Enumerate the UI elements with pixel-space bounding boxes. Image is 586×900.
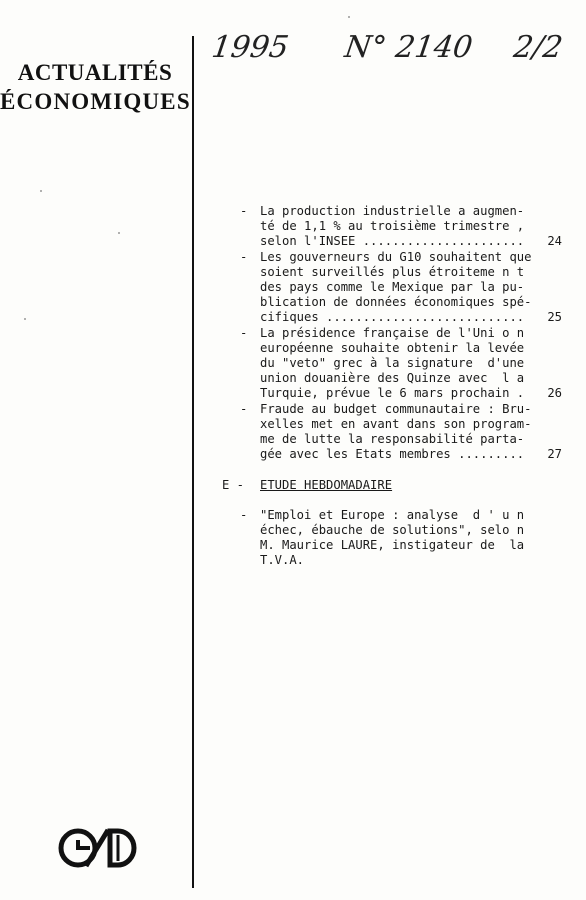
toc-line: "Emploi et Europe : analyse d ' u n xyxy=(260,507,525,522)
masthead xyxy=(0,58,190,116)
toc-item xyxy=(240,204,562,250)
toc-item xyxy=(240,326,562,402)
toc-line: xelles met en avant dans son program- xyxy=(260,416,532,431)
scan-speck xyxy=(118,232,120,234)
toc-line: M. Maurice LAURE, instigateur de la xyxy=(260,538,525,553)
toc-dash: - xyxy=(240,249,248,264)
gd-logo-icon xyxy=(56,826,146,870)
toc-line: té de 1,1 % au troisième trimestre , xyxy=(260,219,525,234)
toc-line: du "veto" grec à la signature d'une xyxy=(260,356,525,371)
toc-dash: - xyxy=(240,204,248,218)
toc-line: Fraude au budget communautaire : Bru- xyxy=(260,401,532,416)
toc-page-number: 25 xyxy=(547,310,562,325)
scan-speck xyxy=(40,190,42,192)
masthead-line-2: ÉCONOMIQUES xyxy=(0,89,191,114)
toc-line: La production industrielle a augmen- xyxy=(260,204,525,218)
toc-line: T.V.A. xyxy=(260,553,305,568)
toc-line: union douanière des Quinze avec l a xyxy=(260,371,525,386)
toc-line: gée avec les Etats membres ......... xyxy=(260,447,525,462)
section-heading xyxy=(222,478,562,493)
toc-line: blication de données économiques spé- xyxy=(260,295,532,310)
handwritten-sheet: 2/2 xyxy=(511,30,565,65)
toc-line: selon l'INSEE ...................... xyxy=(260,234,525,249)
toc-page-number: 24 xyxy=(547,234,562,249)
toc-page-number: 27 xyxy=(547,447,562,462)
section-letter: E - xyxy=(222,478,245,493)
toc-item xyxy=(240,508,562,569)
toc-line: échec, ébauche de solutions", selo n xyxy=(260,522,525,537)
toc-item xyxy=(240,402,562,463)
section-title: ETUDE HEBDOMADAIRE xyxy=(260,478,393,493)
toc-line: me de lutte la responsabilité parta- xyxy=(260,432,525,447)
toc-line: cifiques ........................... xyxy=(260,310,525,325)
toc-dash: - xyxy=(240,325,248,340)
scan-speck xyxy=(348,16,350,18)
toc-line: des pays comme le Mexique par la pu- xyxy=(260,280,525,295)
masthead-line-1: ACTUALITÉS xyxy=(17,60,173,85)
toc-line: soient surveillés plus étroiteme n t xyxy=(260,264,525,279)
toc-line: La présidence française de l'Uni o n xyxy=(260,325,525,340)
vertical-rule xyxy=(192,36,194,888)
table-of-contents xyxy=(222,204,562,568)
toc-dash: - xyxy=(240,507,248,522)
toc-line: Les gouverneurs du G10 souhaitent que xyxy=(260,249,532,264)
toc-line: Turquie, prévue le 6 mars prochain . xyxy=(260,386,525,401)
toc-page-number: 26 xyxy=(547,386,562,401)
toc-dash: - xyxy=(240,401,248,416)
handwritten-year: 1995 xyxy=(209,30,291,65)
scan-speck xyxy=(24,318,26,320)
toc-line: européenne souhaite obtenir la levée xyxy=(260,340,525,355)
toc-item xyxy=(240,250,562,326)
handwritten-issue-number: N° 2140 xyxy=(342,30,475,65)
